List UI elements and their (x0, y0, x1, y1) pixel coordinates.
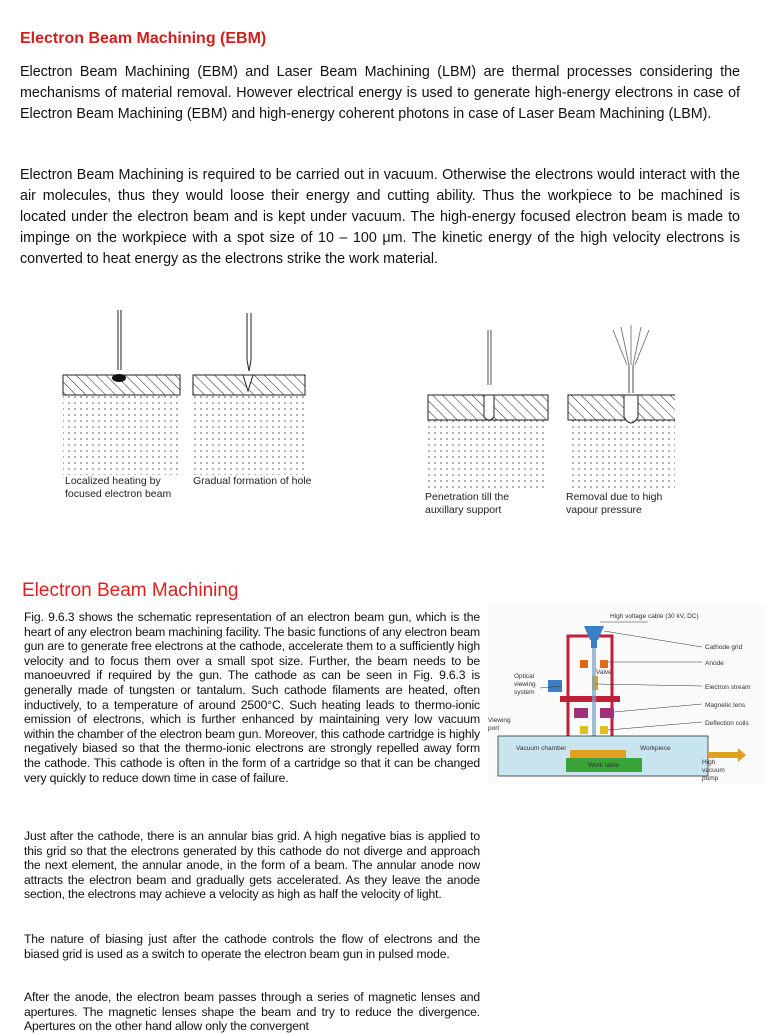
pump-label-2: vacuum (702, 767, 725, 774)
stage-3-caption: Penetration till the auxillary support (425, 491, 510, 516)
lens-paragraph: After the anode, the electron beam passes through a series of magnetic lenses and apertures. The magnetic lenses shape the beam and try to reduce the divergence. Apertures on the other hand allow only the convergent (24, 990, 480, 1034)
stage-1-localized-heating (63, 310, 180, 475)
section-heading: Electron Beam Machining (22, 580, 239, 601)
bias-grid-paragraph: Just after the cathode, there is an annular bias grid. A high negative bias is applied to this grid so that the electrons generated by this cathode do not diverge and approach the next element, the annular anode, in the form of a beam. The annular anode now attracts the electron beam and gradually gets accelerated. As they leave the anode section, the electrons may achieve a velocity as high as half the velocity of light. (24, 829, 480, 902)
viewing-port-label-2: port (488, 725, 500, 732)
page-title: Electron Beam Machining (EBM) (20, 30, 267, 47)
pulsed-mode-paragraph: The nature of biasing just after the cathode controls the flow of electrons and the biased grid is used as a switch to operate the electron beam gun in pulsed mode. (24, 932, 480, 961)
deflection-coils-label: Deflection coils (705, 720, 749, 727)
valve-label: Valve (596, 669, 612, 676)
stage-2-caption: Gradual formation of hole (193, 475, 312, 487)
workpiece-label: Workpiece (640, 745, 671, 752)
stage-4-vapour-removal (568, 325, 675, 490)
viewing-port-label-1: Viewing (488, 717, 511, 724)
vacuum-chamber-label: Vacuum chamber (516, 745, 567, 752)
pump-label-3: pump (702, 775, 719, 782)
vacuum-paragraph: Electron Beam Machining is required to be carried out in vacuum. Otherwise the electrons would interact with the air molecules, thus they would loose their energy and cutting ability. Thus the workpiece to be machined is located under the electron beam and is kept under vacuum. The high-energy focused electron beam is made to impinge on the workpiece with a spot size of 10 – 100 μm. The kinetic energy of the high velocity electrons is converted to heat energy as the electrons strike the work material. (20, 167, 740, 267)
gun-paragraph: Fig. 9.6.3 shows the schematic representation of an electron beam gun, which is the heart of any electron beam machining facility. The basic functions of any electron beam gun are to generate free electrons at the cathode, accelerate them to a sufficiently high velocity and to focus them over a small spot size. Further, the beam needs to be manoeuvred if required by the gun. The cathode as can be seen in Fig. 9.6.3 is generally made of tungsten or tantalum. Such cathode filaments are heated, often inductively, to a temperature of around 2500°C. Such heating leads to thermo-ionic emission of electrons, which is further enhanced by maintaining very low vacuum within the chamber of the electron beam gun. Moreover, this cathode cartridge is highly negatively biased so that the thermo-ionic electrons are strongly repelled away form the cathode. This cathode is often in the form of a cartridge so that it can be changed very quickly to reduce down time in case of failure. (24, 610, 480, 785)
cathode-grid-label: Cathode grid (705, 644, 743, 651)
optical-label-2: viewing (514, 681, 536, 688)
stage-2-hole-formation (193, 313, 305, 475)
work-table-label: Work table (588, 762, 619, 769)
hv-cable-label: High voltage cable (30 kV, DC) (610, 613, 699, 620)
optical-label-3: system (514, 689, 535, 696)
stage-4-caption: Removal due to high vapour pressure (566, 491, 663, 516)
anode-label: Anode (705, 660, 724, 667)
anode-shape (580, 660, 588, 668)
stage-3-penetration (428, 330, 548, 490)
pump-label-1: High (702, 759, 716, 766)
workpiece-shape (570, 750, 626, 758)
intro-paragraph: Electron Beam Machining (EBM) and Laser Beam Machining (LBM) are thermal processes considering the mechanisms of material removal. However electrical energy is used to generate high-energy electrons in case of Electron Beam Machining (EBM) and high-energy coherent photons in case of Laser Beam Machining (LBM). (20, 64, 740, 122)
stage-1-caption: Localized heating by focused electron beam (65, 475, 172, 500)
electron-beam-gun-diagram (488, 604, 766, 784)
electron-stream-label: Electron stream (705, 684, 751, 691)
magnetic-lens-shape (574, 708, 588, 718)
optical-label-1: Optical (514, 673, 535, 680)
magnetic-lens-label: Magnetic lens (705, 702, 746, 709)
